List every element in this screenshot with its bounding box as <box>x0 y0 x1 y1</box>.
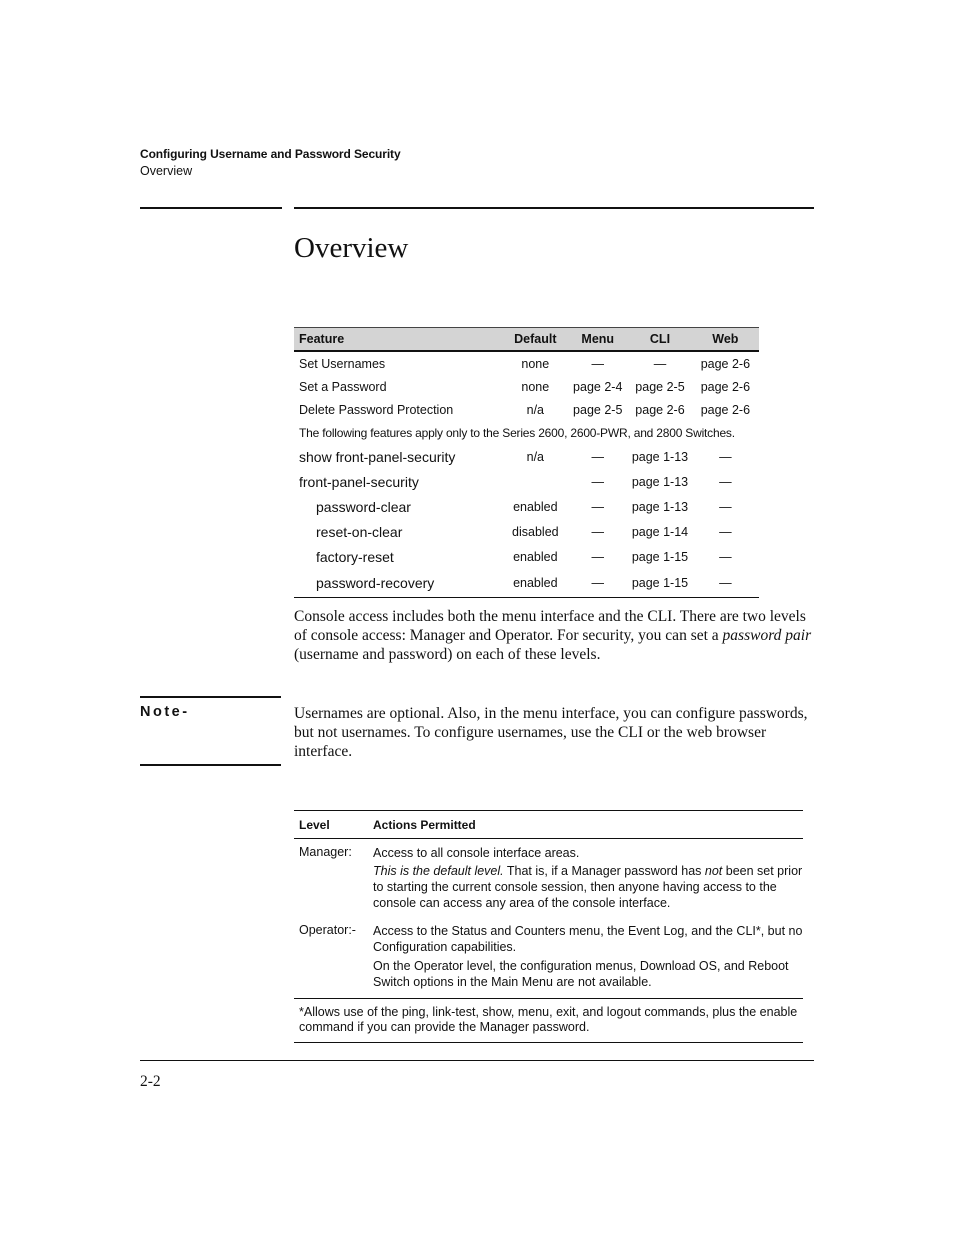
table-row <box>294 398 759 421</box>
note-text: Usernames are optional. Also, in the menu interface, you can configure passwords, but not usernames. To configure usernames, use the CLI or the web browser interface. <box>294 705 808 760</box>
cell-web: page 2-6 <box>700 402 751 417</box>
level-operator: Operator:- <box>299 923 356 937</box>
table-row <box>294 494 759 519</box>
level-table-footnote <box>294 999 803 1043</box>
cell-default: enabled <box>513 499 558 514</box>
console-access-paragraph <box>294 607 819 664</box>
table-note: The following features apply only to the Series 2600, 2600-PWR, and 2800 Switches. <box>299 425 735 440</box>
running-header-subtitle: Overview <box>140 164 193 178</box>
cell-menu: page 2-4 <box>573 379 623 394</box>
operator-actions <box>373 923 803 990</box>
cell-feature: password-clear <box>316 498 411 515</box>
cell-web: — <box>692 569 759 598</box>
cell-menu: — <box>591 449 604 464</box>
manager-mid: That is, if a Manager password has <box>503 864 705 878</box>
cell-feature: password-recovery <box>294 569 503 598</box>
cell-menu: — <box>591 356 604 371</box>
manager-detail <box>373 863 803 911</box>
cell-default: enabled <box>513 549 558 564</box>
feature-table <box>294 327 759 598</box>
level-row-operator <box>294 911 803 999</box>
cell-menu: page 2-5 <box>573 402 623 417</box>
cell-cli: page 1-15 <box>628 569 692 598</box>
manager-rest: been set prior to starting the current console session, then anyone having access to the console can access any area of the console interface. <box>373 864 803 910</box>
cell-feature: Set a Password <box>299 379 387 394</box>
col-menu: Menu <box>567 328 628 352</box>
running-header-title: Configuring Username and Password Security <box>140 147 401 161</box>
cell-default: none <box>521 379 550 394</box>
manager-italic1: This is the default level. <box>373 864 504 878</box>
level-table <box>294 810 803 1043</box>
cell-cli: — <box>653 356 667 371</box>
level-row-manager <box>294 839 803 911</box>
feature-table-header <box>294 328 759 352</box>
cell-cli: page 1-13 <box>631 449 689 464</box>
table-row <box>294 469 759 494</box>
page-number: 2-2 <box>140 1073 161 1090</box>
col-feature: Feature <box>294 328 503 352</box>
main-rule <box>294 207 814 209</box>
cell-default: n/a <box>526 402 545 417</box>
operator-line2: On the Operator level, the configuration menus, Download OS, and Reboot Switch options in the Main Menu are not available. <box>373 959 789 989</box>
footnote-text: *Allows use of the ping, link-test, show, menu, exit, and logout commands, plus the enable command if you can provide the Manager password. <box>299 1005 798 1034</box>
level-table-header <box>294 811 803 839</box>
note-top-rule <box>140 696 281 698</box>
level-manager: Manager: <box>299 845 352 859</box>
cell-cli: page 2-5 <box>635 379 685 394</box>
cell-web: — <box>719 524 732 539</box>
cell-web: — <box>719 549 732 564</box>
cell-feature: front-panel-security <box>299 473 419 490</box>
cell-web: — <box>719 499 732 514</box>
cell-cli: page 1-15 <box>631 549 689 564</box>
cell-web: — <box>719 474 732 489</box>
cell-default: enabled <box>503 569 567 598</box>
para-italic: password pair <box>722 627 812 644</box>
col-web: Web <box>692 328 759 352</box>
note-bottom-rule <box>140 764 281 766</box>
cell-menu: — <box>591 474 604 489</box>
table-row <box>294 519 759 544</box>
table-row <box>294 569 759 598</box>
cell-cli: page 1-13 <box>631 474 689 489</box>
col-actions: Actions Permitted <box>373 818 476 832</box>
cell-web: — <box>719 449 732 464</box>
col-level: Level <box>299 818 330 832</box>
cell-feature: factory-reset <box>316 548 394 565</box>
cell-cli: page 2-6 <box>635 402 685 417</box>
col-cli: CLI <box>628 328 692 352</box>
footer-rule <box>140 1060 814 1061</box>
cell-default: none <box>521 356 550 371</box>
col-default: Default <box>503 328 567 352</box>
manager-line1: Access to all console interface areas. <box>373 846 580 860</box>
cell-feature: Delete Password Protection <box>299 402 454 417</box>
manager-italic2: not <box>704 864 723 878</box>
table-row <box>294 544 759 569</box>
cell-cli: page 1-14 <box>631 524 689 539</box>
operator-line1: Access to the Status and Counters menu, the Event Log, and the CLI*, but no Configuration capabilities. <box>373 924 803 954</box>
cell-default: n/a <box>526 449 545 464</box>
table-note-row <box>294 421 759 444</box>
section-title: Overview <box>294 232 409 264</box>
para-text: Console access includes both the menu interface and the CLI. There are two levels of console access: Manager and Operator. For security, you can set a <box>294 608 806 644</box>
cell-web: page 2-6 <box>700 356 751 371</box>
left-rule <box>140 207 282 209</box>
table-row <box>294 351 759 375</box>
cell-menu: — <box>591 549 604 564</box>
cell-default: disabled <box>512 524 559 539</box>
table-row <box>294 444 759 469</box>
cell-cli: page 1-13 <box>631 499 689 514</box>
cell-feature: Set Usernames <box>299 356 386 371</box>
cell-menu: — <box>567 569 628 598</box>
cell-feature: reset-on-clear <box>316 523 403 540</box>
table-row <box>294 375 759 398</box>
para-text-end: (username and password) on each of these levels. <box>294 646 601 663</box>
cell-menu: — <box>591 499 604 514</box>
manager-actions <box>373 845 803 911</box>
cell-default <box>503 469 567 494</box>
cell-feature: show front-panel-security <box>299 448 456 465</box>
note-label: Note- <box>140 704 190 720</box>
cell-menu: — <box>591 524 604 539</box>
cell-web: page 2-6 <box>700 379 751 394</box>
